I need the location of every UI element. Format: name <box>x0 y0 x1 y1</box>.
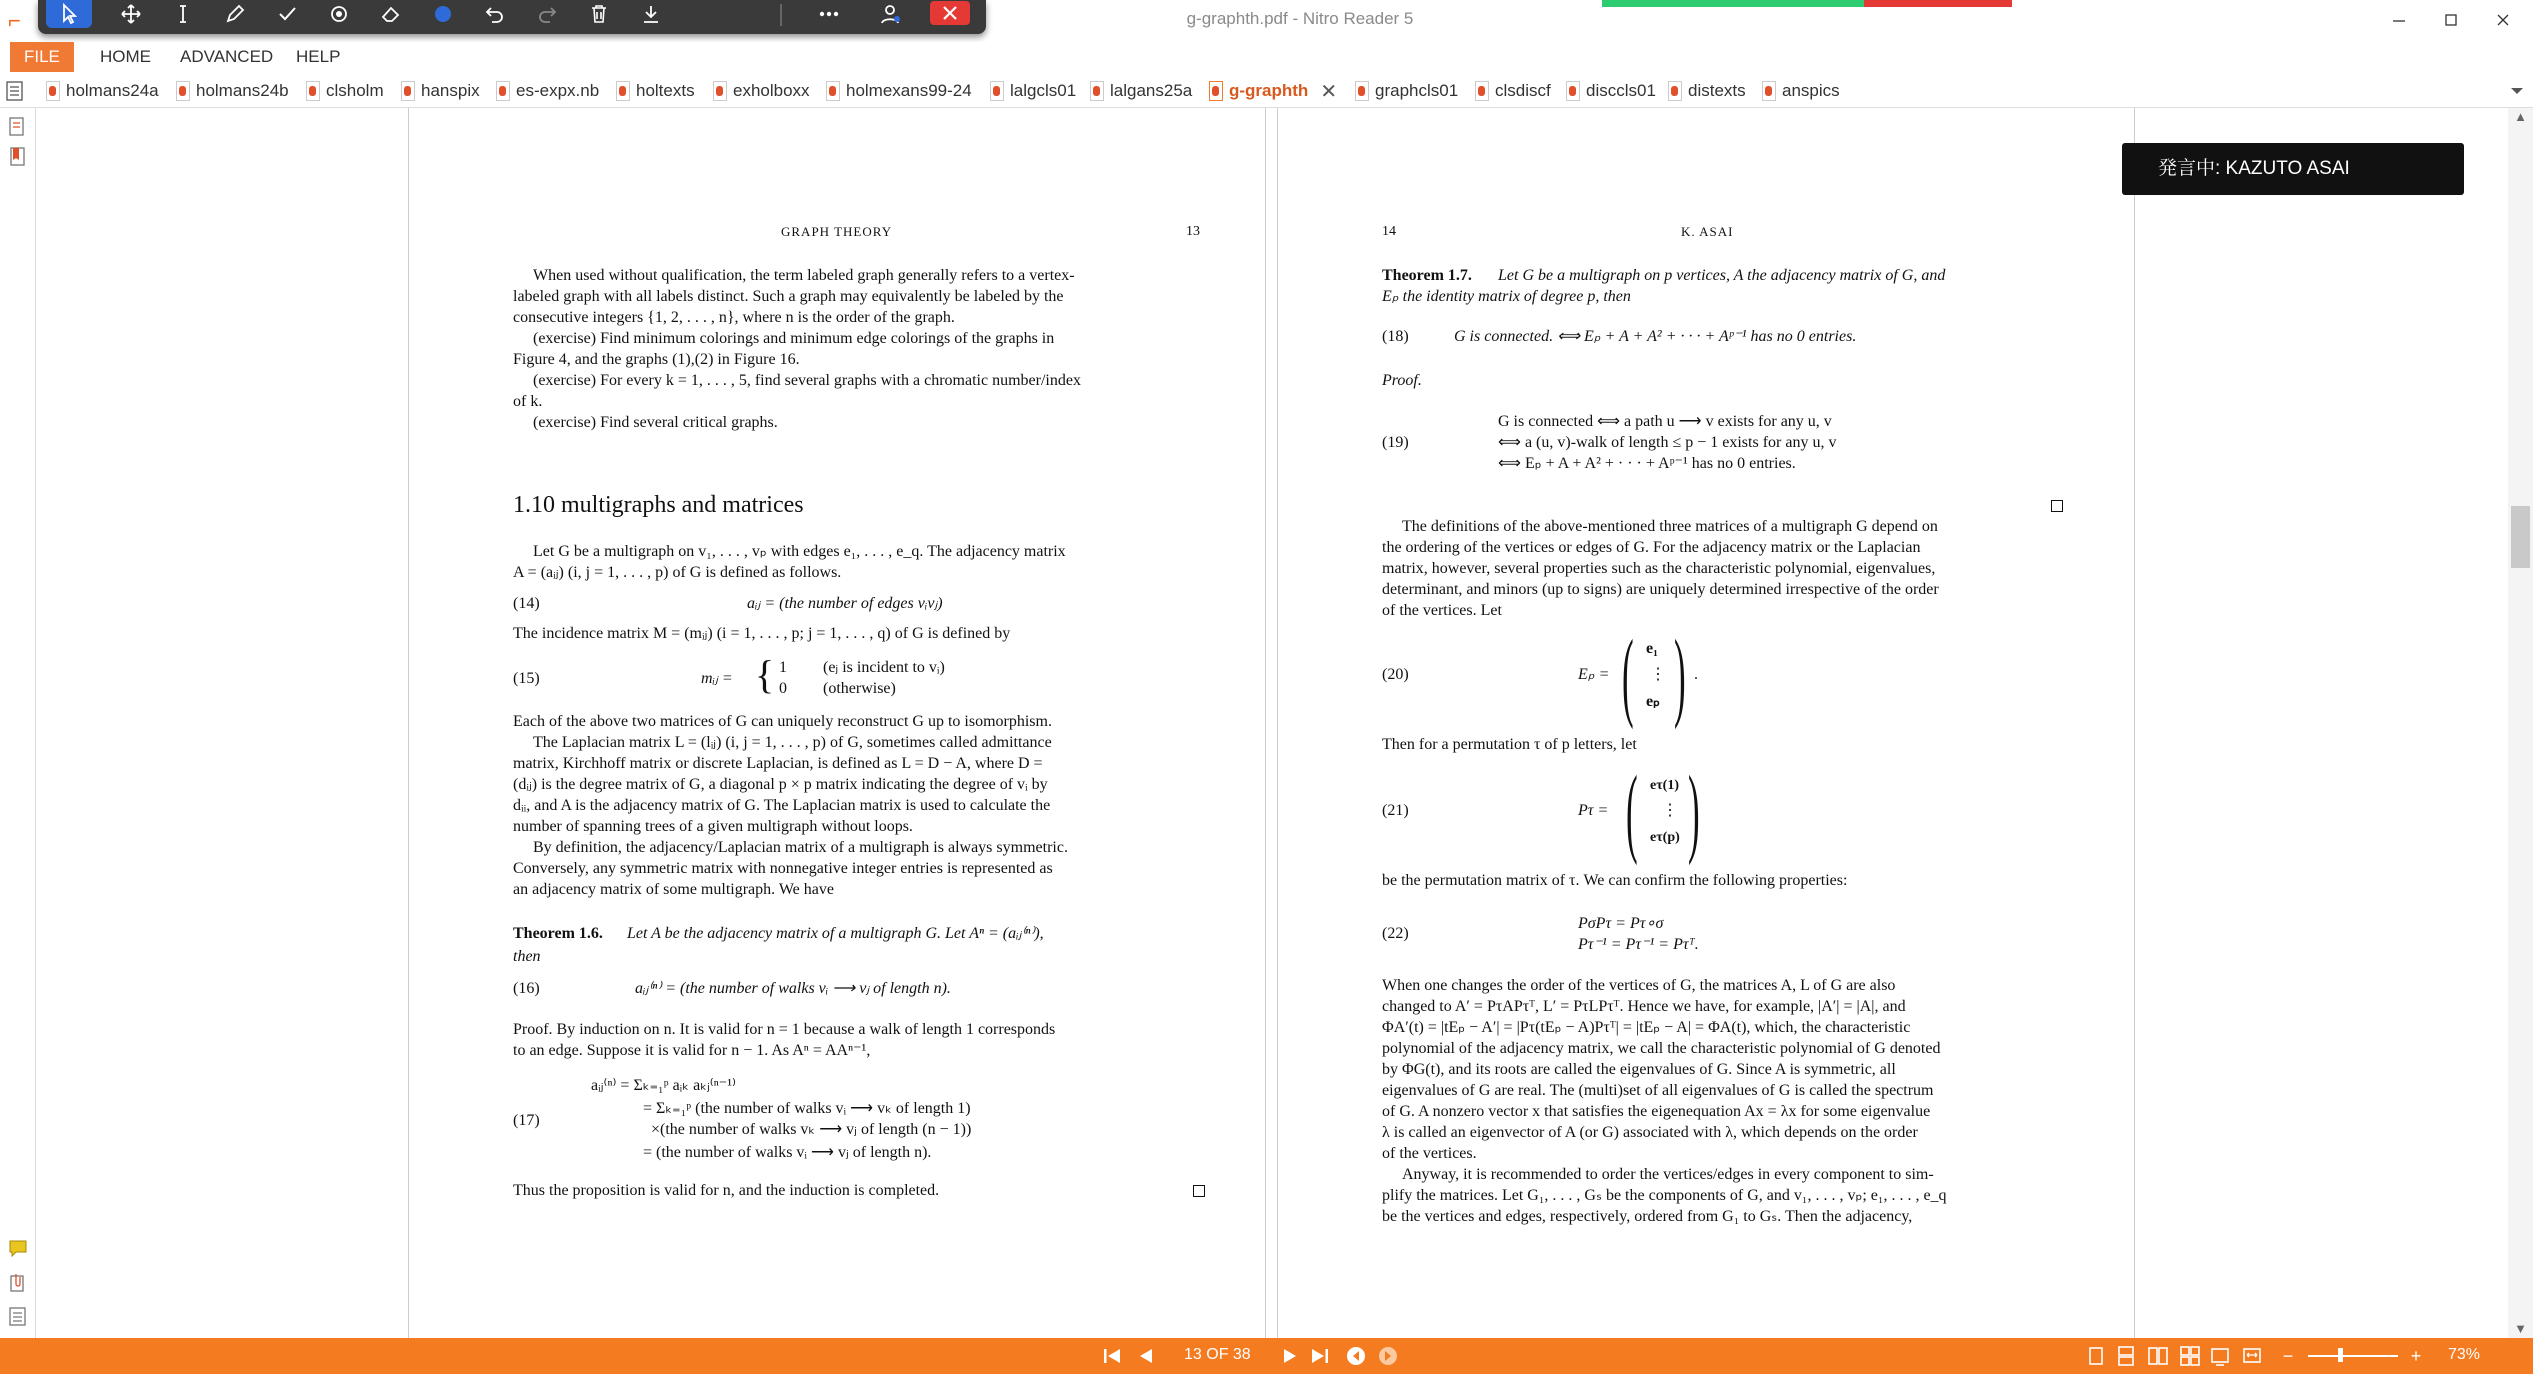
pdf-file-icon <box>1762 81 1776 101</box>
case-value: 0 <box>779 680 787 697</box>
tab-disccls01[interactable] <box>1566 77 1656 105</box>
tab-holmexans99-24[interactable] <box>826 77 972 105</box>
document-list-icon <box>6 81 24 101</box>
progress-green-bar <box>1602 0 1864 7</box>
case-condition: (eⱼ is incident to vᵢ) <box>823 659 945 676</box>
single-page-view-button[interactable] <box>2084 1345 2108 1367</box>
previous-page-button[interactable] <box>1134 1345 1158 1367</box>
equation-18: G is connected. ⟺ Eₚ + A + A² + · · · + Aᵖ⁻¹ has no 0 entries. <box>1454 328 1857 345</box>
equation-17-line: ×(the number of walks vₖ ⟶ vⱼ of length (n − 1)) <box>651 1121 972 1138</box>
facing-continuous-view-button[interactable] <box>2178 1345 2202 1367</box>
matrix-row: ⋮ <box>1662 802 1678 819</box>
text-line: A = (aᵢⱼ) (i, j = 1, . . . , p) of G is defined as follows. <box>513 564 842 581</box>
undo-icon <box>483 2 507 26</box>
equation-19-line: G is connected ⟺ a path u ⟶ v exists for any u, v <box>1498 413 1832 430</box>
pdf-file-icon <box>826 81 840 101</box>
text-line: polynomial of the adjacency matrix, we call the characteristic polynomial of G denoted <box>1382 1040 1941 1057</box>
tab-graphcls01[interactable] <box>1355 77 1458 105</box>
user-button[interactable] <box>868 0 914 28</box>
text-line: of the vertices. <box>1382 1145 1477 1162</box>
text-line: (exercise) Find minimum colorings and minimum edge colorings of the graphs in <box>533 330 1055 347</box>
tab-label: holmans24b <box>196 81 289 100</box>
tab-holtexts[interactable] <box>616 77 695 105</box>
pdf-file-icon <box>1090 81 1104 101</box>
equation-number: (20) <box>1382 666 1409 683</box>
text-line: (exercise) Find several critical graphs. <box>533 414 778 431</box>
left-paren-symbol: ( <box>1622 619 1634 730</box>
zoom-in-icon[interactable]: + <box>2410 1345 2422 1366</box>
maximize-button[interactable] <box>2436 6 2466 34</box>
check-icon <box>275 2 299 26</box>
equation-number: (15) <box>513 670 540 687</box>
pencil-icon <box>223 2 247 26</box>
text-line: When used without qualification, the term labeled graph generally refers to a vertex- <box>533 267 1075 284</box>
matrix-row: e₁ <box>1646 640 1658 657</box>
text-line: consecutive integers {1, 2, . . . , n}, where n is the order of the graph. <box>513 309 955 326</box>
output-panel-icon[interactable] <box>8 1306 28 1328</box>
text-line: of G. A nonzero vector x that satisfies the eigenequation Ax = λx for some eigenvalue <box>1382 1103 1931 1120</box>
tab-label: anspics <box>1782 81 1840 100</box>
text-line: The Laplacian matrix L = (lᵢⱼ) (i, j = 1, . . . , p) of G, sometimes called admittance <box>533 734 1052 751</box>
nitro-logo-icon: ⌐ <box>8 8 21 33</box>
undo-button[interactable] <box>472 0 518 28</box>
back-circle-icon <box>1345 1345 1367 1367</box>
tab-list-icon-button[interactable] <box>6 77 24 105</box>
delete-button[interactable] <box>576 0 622 28</box>
tab-label: es-expx.nb <box>516 81 600 100</box>
scroll-up-icon[interactable]: ▲ <box>2514 108 2527 124</box>
tab-holmans24a[interactable] <box>46 77 159 105</box>
text-line: changed to A′ = PτAPτᵀ, L′ = PτLPτᵀ. Hence we have, for example, |A′| = |A|, and <box>1382 998 1906 1015</box>
forward-circle-icon <box>1377 1345 1399 1367</box>
tab-label: disccls01 <box>1586 81 1656 100</box>
fit-width-button[interactable] <box>2240 1345 2264 1367</box>
tab-label: g-graphth <box>1229 81 1309 100</box>
text-line: Conversely, any symmetric matrix with nonnegative integer entries is represented as <box>513 860 1053 877</box>
equation-number: (19) <box>1382 434 1409 451</box>
speaking-indicator: 発言中: KAZUTO ASAI <box>2122 143 2464 195</box>
tab-lalgans25a[interactable] <box>1090 77 1192 105</box>
back-button[interactable] <box>1344 1345 1368 1367</box>
bookmarks-panel-icon[interactable] <box>8 146 28 168</box>
status-bar <box>0 1338 2533 1374</box>
first-page-button[interactable] <box>1100 1345 1124 1367</box>
check-tool-button[interactable] <box>264 0 310 28</box>
title-bar <box>0 0 2533 42</box>
next-page-button[interactable] <box>1278 1345 1302 1367</box>
pdf-file-icon <box>990 81 1004 101</box>
user-icon <box>879 2 903 26</box>
text-line: (dᵢⱼ) is the degree matrix of G, a diagonal p × p matrix indicating the degree of vᵢ by <box>513 776 1048 793</box>
forward-button[interactable] <box>1376 1345 1400 1367</box>
facing-view-button[interactable] <box>2146 1345 2170 1367</box>
case-condition: (otherwise) <box>823 680 896 697</box>
equation-16: aᵢⱼ⁽ⁿ⁾ = (the number of walks vᵢ ⟶ vⱼ of length n). <box>635 980 951 997</box>
qed-square <box>2051 500 2063 512</box>
zoom-slider-thumb[interactable] <box>2338 1348 2343 1362</box>
document-tab-bar <box>0 74 2533 108</box>
text-line: Then for a permutation τ of p letters, let <box>1382 736 1637 753</box>
page-number: 13 <box>1186 224 1200 239</box>
equation-17-line: = (the number of walks vᵢ ⟶ vⱼ of length n). <box>643 1144 932 1161</box>
close-icon <box>938 1 962 25</box>
running-header-right: K. ASAI <box>1681 224 1734 239</box>
pdf-page-13 <box>408 108 1266 1338</box>
pan-tool-button[interactable] <box>108 0 154 28</box>
more-dots-icon <box>817 2 841 26</box>
floating-annotation-toolbar <box>38 0 986 34</box>
tab-clsdiscf[interactable] <box>1475 77 1551 105</box>
pages-panel-icon[interactable] <box>8 116 28 138</box>
color-dot-icon <box>431 2 455 26</box>
tab-clsholm[interactable] <box>306 77 384 105</box>
zoom-out-icon[interactable]: − <box>2282 1345 2294 1366</box>
text-line: When one changes the order of the vertices of G, the matrices A, L of G are also <box>1382 977 1896 994</box>
text-line: The definitions of the above-mentioned three matrices of a multigraph G depend on <box>1402 518 1938 535</box>
first-page-icon <box>1101 1345 1123 1367</box>
toolbar-separator <box>780 4 782 26</box>
select-tool-button[interactable] <box>46 0 92 28</box>
text-line: an adjacency matrix of some multigraph. We have <box>513 881 834 898</box>
tab-close-icon[interactable]: ✕ <box>1320 80 1338 103</box>
matrix-row: eₚ <box>1646 693 1660 710</box>
matrix-row: ⋮ <box>1650 666 1666 683</box>
matrix-row: eτ(1) <box>1650 778 1679 793</box>
pdf-file-icon <box>401 81 415 101</box>
tab-label: graphcls01 <box>1375 81 1459 100</box>
color-tool-button[interactable] <box>420 0 466 28</box>
text-cursor-icon <box>171 2 195 26</box>
tab-anspics[interactable] <box>1762 77 1840 105</box>
left-paren-symbol: ( <box>1626 755 1638 866</box>
single-page-icon <box>2085 1345 2107 1367</box>
grid-pages-icon <box>2179 1345 2201 1367</box>
text-line: By definition, the adjacency/Laplacian matrix of a multigraph is always symmetric. <box>533 839 1068 856</box>
qed-square <box>1193 1185 1205 1197</box>
equation-number: (22) <box>1382 925 1409 942</box>
equation-22-line: Pτ⁻¹ = Pτ⁻¹ = Pτᵀ. <box>1578 936 1699 953</box>
download-icon <box>639 2 663 26</box>
equation-number: (21) <box>1382 802 1409 819</box>
tab-label: holmexans99-24 <box>846 81 972 100</box>
pdf-file-icon <box>1668 81 1682 101</box>
tab-label: distexts <box>1688 81 1746 100</box>
theorem-label: Theorem 1.6. <box>513 925 603 942</box>
period-symbol: . <box>1694 666 1698 683</box>
equation-17-line: aᵢⱼ⁽ⁿ⁾ = Σₖ₌₁ᵖ aᵢₖ aₖⱼ⁽ⁿ⁻¹⁾ <box>591 1077 736 1094</box>
page-indicator[interactable]: 13 OF 38 <box>1184 1346 1251 1363</box>
equation-21-lhs: Pτ = <box>1578 802 1609 819</box>
text-line: be the vertices and edges, respectively, ordered from G₁ to Gₛ. Then the adjacency, <box>1382 1208 1913 1225</box>
tab-es-expx[interactable] <box>496 77 599 105</box>
menu-file[interactable]: FILE <box>10 42 74 72</box>
scroll-down-icon[interactable]: ▼ <box>2514 1320 2527 1336</box>
tab-label: clsdiscf <box>1495 81 1551 100</box>
right-paren-symbol: ) <box>1674 619 1686 730</box>
equation-19-line: ⟺ a (u, v)-walk of length ≤ p − 1 exists for any u, v <box>1498 434 1837 451</box>
stamp-icon <box>327 2 351 26</box>
pdf-file-icon <box>1355 81 1369 101</box>
last-page-button[interactable] <box>1308 1345 1332 1367</box>
theorem-text: Let G be a multigraph on p vertices, A the adjacency matrix of G, and <box>1498 267 1946 284</box>
text-line: Each of the above two matrices of G can uniquely reconstruct G up to isomorphism. <box>513 713 1052 730</box>
pdf-file-icon <box>616 81 630 101</box>
text-line: be the permutation matrix of τ. We can confirm the following properties: <box>1382 872 1848 889</box>
text-tool-button[interactable] <box>160 0 206 28</box>
pdf-file-icon <box>496 81 510 101</box>
tab-distexts[interactable] <box>1668 77 1746 105</box>
cursor-icon <box>57 2 81 26</box>
vertical-scrollbar[interactable] <box>2508 108 2533 1338</box>
pdf-file-icon <box>1475 81 1489 101</box>
window-title: g-graphth.pdf - Nitro Reader 5 <box>1186 9 1414 28</box>
maximize-icon <box>2442 11 2460 29</box>
pdf-file-icon <box>713 81 727 101</box>
equation-15-lhs: mᵢⱼ = <box>701 670 733 687</box>
tab-label: lalgcls01 <box>1010 81 1077 100</box>
text-line: by ΦG(t), and its roots are called the eigenvalues of G. Since A is symmetric, all <box>1382 1061 1896 1078</box>
pdf-file-icon <box>46 81 60 101</box>
left-sidebar <box>0 108 36 1338</box>
proof-label: Proof. <box>1382 372 1422 389</box>
equation-number: (14) <box>513 595 540 612</box>
text-line: the ordering of the vertices or edges of G. For the adjacency matrix or the Laplacian <box>1382 539 1921 556</box>
pdf-file-icon <box>1209 81 1223 101</box>
text-line: Let G be a multigraph on v₁, . . . , vₚ with edges e₁, . . . , e_q. The adjacency matrix <box>533 543 1066 560</box>
menu-bar <box>0 42 2533 72</box>
text-line: of k. <box>513 393 543 410</box>
equation-number: (17) <box>513 1112 540 1129</box>
text-line: Figure 4, and the graphs (1),(2) in Figure 16. <box>513 351 800 368</box>
equation-19-line: ⟺ Eₚ + A + A² + · · · + Aᵖ⁻¹ has no 0 entries. <box>1498 455 1796 472</box>
continuous-view-button[interactable] <box>2114 1345 2138 1367</box>
tab-label: clsholm <box>326 81 384 100</box>
equation-22-line: PσPτ = Pτ∘σ <box>1578 915 1664 932</box>
section-heading: 1.10 multigraphs and matrices <box>513 492 804 518</box>
text-line: labeled graph with all labels distinct. Such a graph may equivalently be labeled by the <box>513 288 1064 305</box>
comments-panel-icon[interactable] <box>8 1238 28 1260</box>
equation-20-lhs: Eₚ = <box>1578 666 1610 683</box>
text-line: matrix, Kirchhoff matrix or discrete Laplacian, is defined as L = D − A, where D = <box>513 755 1043 772</box>
stamp-tool-button[interactable] <box>316 0 362 28</box>
close-window-button[interactable] <box>2488 6 2518 34</box>
text-line: number of spanning trees of a given multigraph without loops. <box>513 818 913 835</box>
zoom-slider-track[interactable] <box>2308 1355 2398 1357</box>
menu-help[interactable]: HELP <box>296 47 341 66</box>
running-header-left: GRAPH THEORY <box>781 224 893 239</box>
progress-red-bar <box>1864 0 2012 7</box>
text-line: (exercise) For every k = 1, . . . , 5, find several graphs with a chromatic number/index <box>533 372 1081 389</box>
tab-lalgcls01[interactable] <box>990 77 1076 105</box>
menu-advanced[interactable]: ADVANCED <box>180 47 274 66</box>
last-page-icon <box>1309 1345 1331 1367</box>
trash-icon <box>587 2 611 26</box>
minimize-icon <box>2390 11 2408 29</box>
facing-pages-icon <box>2147 1345 2169 1367</box>
move-icon <box>119 2 143 26</box>
redo-icon <box>535 2 559 26</box>
right-paren-symbol: ) <box>1688 755 1700 866</box>
text-line: dᵢᵢ, and A is the adjacency matrix of G. The Laplacian matrix is used to calculate the <box>513 797 1051 814</box>
tab-label: exholboxx <box>733 81 810 100</box>
page-number: 14 <box>1382 224 1396 239</box>
text-line: Anyway, it is recommended to order the vertices/edges in every component to sim- <box>1402 1166 1934 1183</box>
close-icon <box>2494 11 2512 29</box>
download-button[interactable] <box>628 0 674 28</box>
tab-holmans24b[interactable] <box>176 77 289 105</box>
pdf-file-icon <box>1566 81 1580 101</box>
text-line: of the vertices. Let <box>1382 602 1502 619</box>
scrollbar-thumb[interactable] <box>2511 506 2530 568</box>
menu-home[interactable]: HOME <box>100 47 151 66</box>
matrix-row: eτ(p) <box>1650 830 1680 845</box>
close-toolbar-button[interactable] <box>930 1 970 25</box>
text-line: λ is called an eigenvector of A (or G) associated with λ, which depends on the order <box>1382 1124 1918 1141</box>
theorem-label: Theorem 1.7. <box>1382 267 1472 284</box>
equation-number: (18) <box>1382 328 1409 345</box>
attachments-panel-icon[interactable] <box>8 1272 28 1294</box>
brace-symbol: { <box>755 652 775 697</box>
theorem-text: then <box>513 948 541 965</box>
text-line: eigenvalues of G are real. The (multi)set of all eigenvalues of G is called the spectrum <box>1382 1082 1934 1099</box>
tab-label: lalgans25a <box>1110 81 1193 100</box>
document-viewer[interactable] <box>36 108 2508 1338</box>
equation-number: (16) <box>513 980 540 997</box>
equation-17-line: = Σₖ₌₁ᵖ (the number of walks vᵢ ⟶ vₖ of length 1) <box>643 1100 971 1117</box>
fit-page-icon <box>2209 1345 2231 1367</box>
theorem-text: Eₚ the identity matrix of degree p, then <box>1382 288 1631 305</box>
fit-page-button[interactable] <box>2208 1345 2232 1367</box>
more-button[interactable] <box>806 0 852 28</box>
equation-14: aᵢⱼ = (the number of edges vᵢvⱼ) <box>747 595 943 612</box>
tab-label: hanspix <box>421 81 480 100</box>
tab-label: holmans24a <box>66 81 159 100</box>
minimize-button[interactable] <box>2384 6 2414 34</box>
text-line: to an edge. Suppose it is valid for n − 1. As Aⁿ = AAⁿ⁻¹, <box>513 1042 871 1059</box>
text-line: The incidence matrix M = (mᵢⱼ) (i = 1, . . . , p; j = 1, . . . , q) of G is defined by <box>513 625 1011 642</box>
eraser-tool-button[interactable] <box>368 0 414 28</box>
tab-label: holtexts <box>636 81 695 100</box>
zoom-level[interactable]: 73% <box>2448 1346 2481 1363</box>
text-line: Proof. By induction on n. It is valid for n = 1 because a walk of length 1 corresponds <box>513 1021 1056 1038</box>
redo-button[interactable] <box>524 0 570 28</box>
tab-dropdown-icon[interactable] <box>2508 84 2526 98</box>
text-line: ΦA′(t) = |tEₚ − A′| = |Pτ(tEₚ − A)Pτᵀ| = |tEₚ − A| = ΦA(t), which, the characteristic <box>1382 1019 1911 1036</box>
text-line: Thus the proposition is valid for n, and the induction is completed. <box>513 1182 940 1199</box>
fit-width-icon <box>2241 1345 2263 1367</box>
theorem-text: Let A be the adjacency matrix of a multigraph G. Let Aⁿ = (aᵢⱼ⁽ⁿ⁾), <box>627 925 1044 942</box>
eraser-icon <box>379 2 403 26</box>
text-line: plify the matrices. Let G₁, . . . , Gₛ be the components of G, and v₁, . . . , vₚ; e₁, . . . , e_q <box>1382 1187 1947 1204</box>
pdf-file-icon <box>176 81 190 101</box>
previous-page-icon <box>1135 1345 1157 1367</box>
tab-hanspix[interactable] <box>401 77 480 105</box>
text-line: determinant, and minors (up to signs) are uniquely determined irrespective of the order <box>1382 581 1939 598</box>
pdf-page-14 <box>1277 108 2135 1338</box>
next-page-icon <box>1279 1345 1301 1367</box>
pdf-file-icon <box>306 81 320 101</box>
pen-tool-button[interactable] <box>212 0 258 28</box>
case-value: 1 <box>779 659 787 676</box>
text-line: matrix, however, several properties such as the characteristic polynomial, eigenvalues, <box>1382 560 1936 577</box>
tab-g-graphth[interactable] <box>1209 77 1337 105</box>
continuous-page-icon <box>2115 1345 2137 1367</box>
tab-exholboxx[interactable] <box>713 77 810 105</box>
